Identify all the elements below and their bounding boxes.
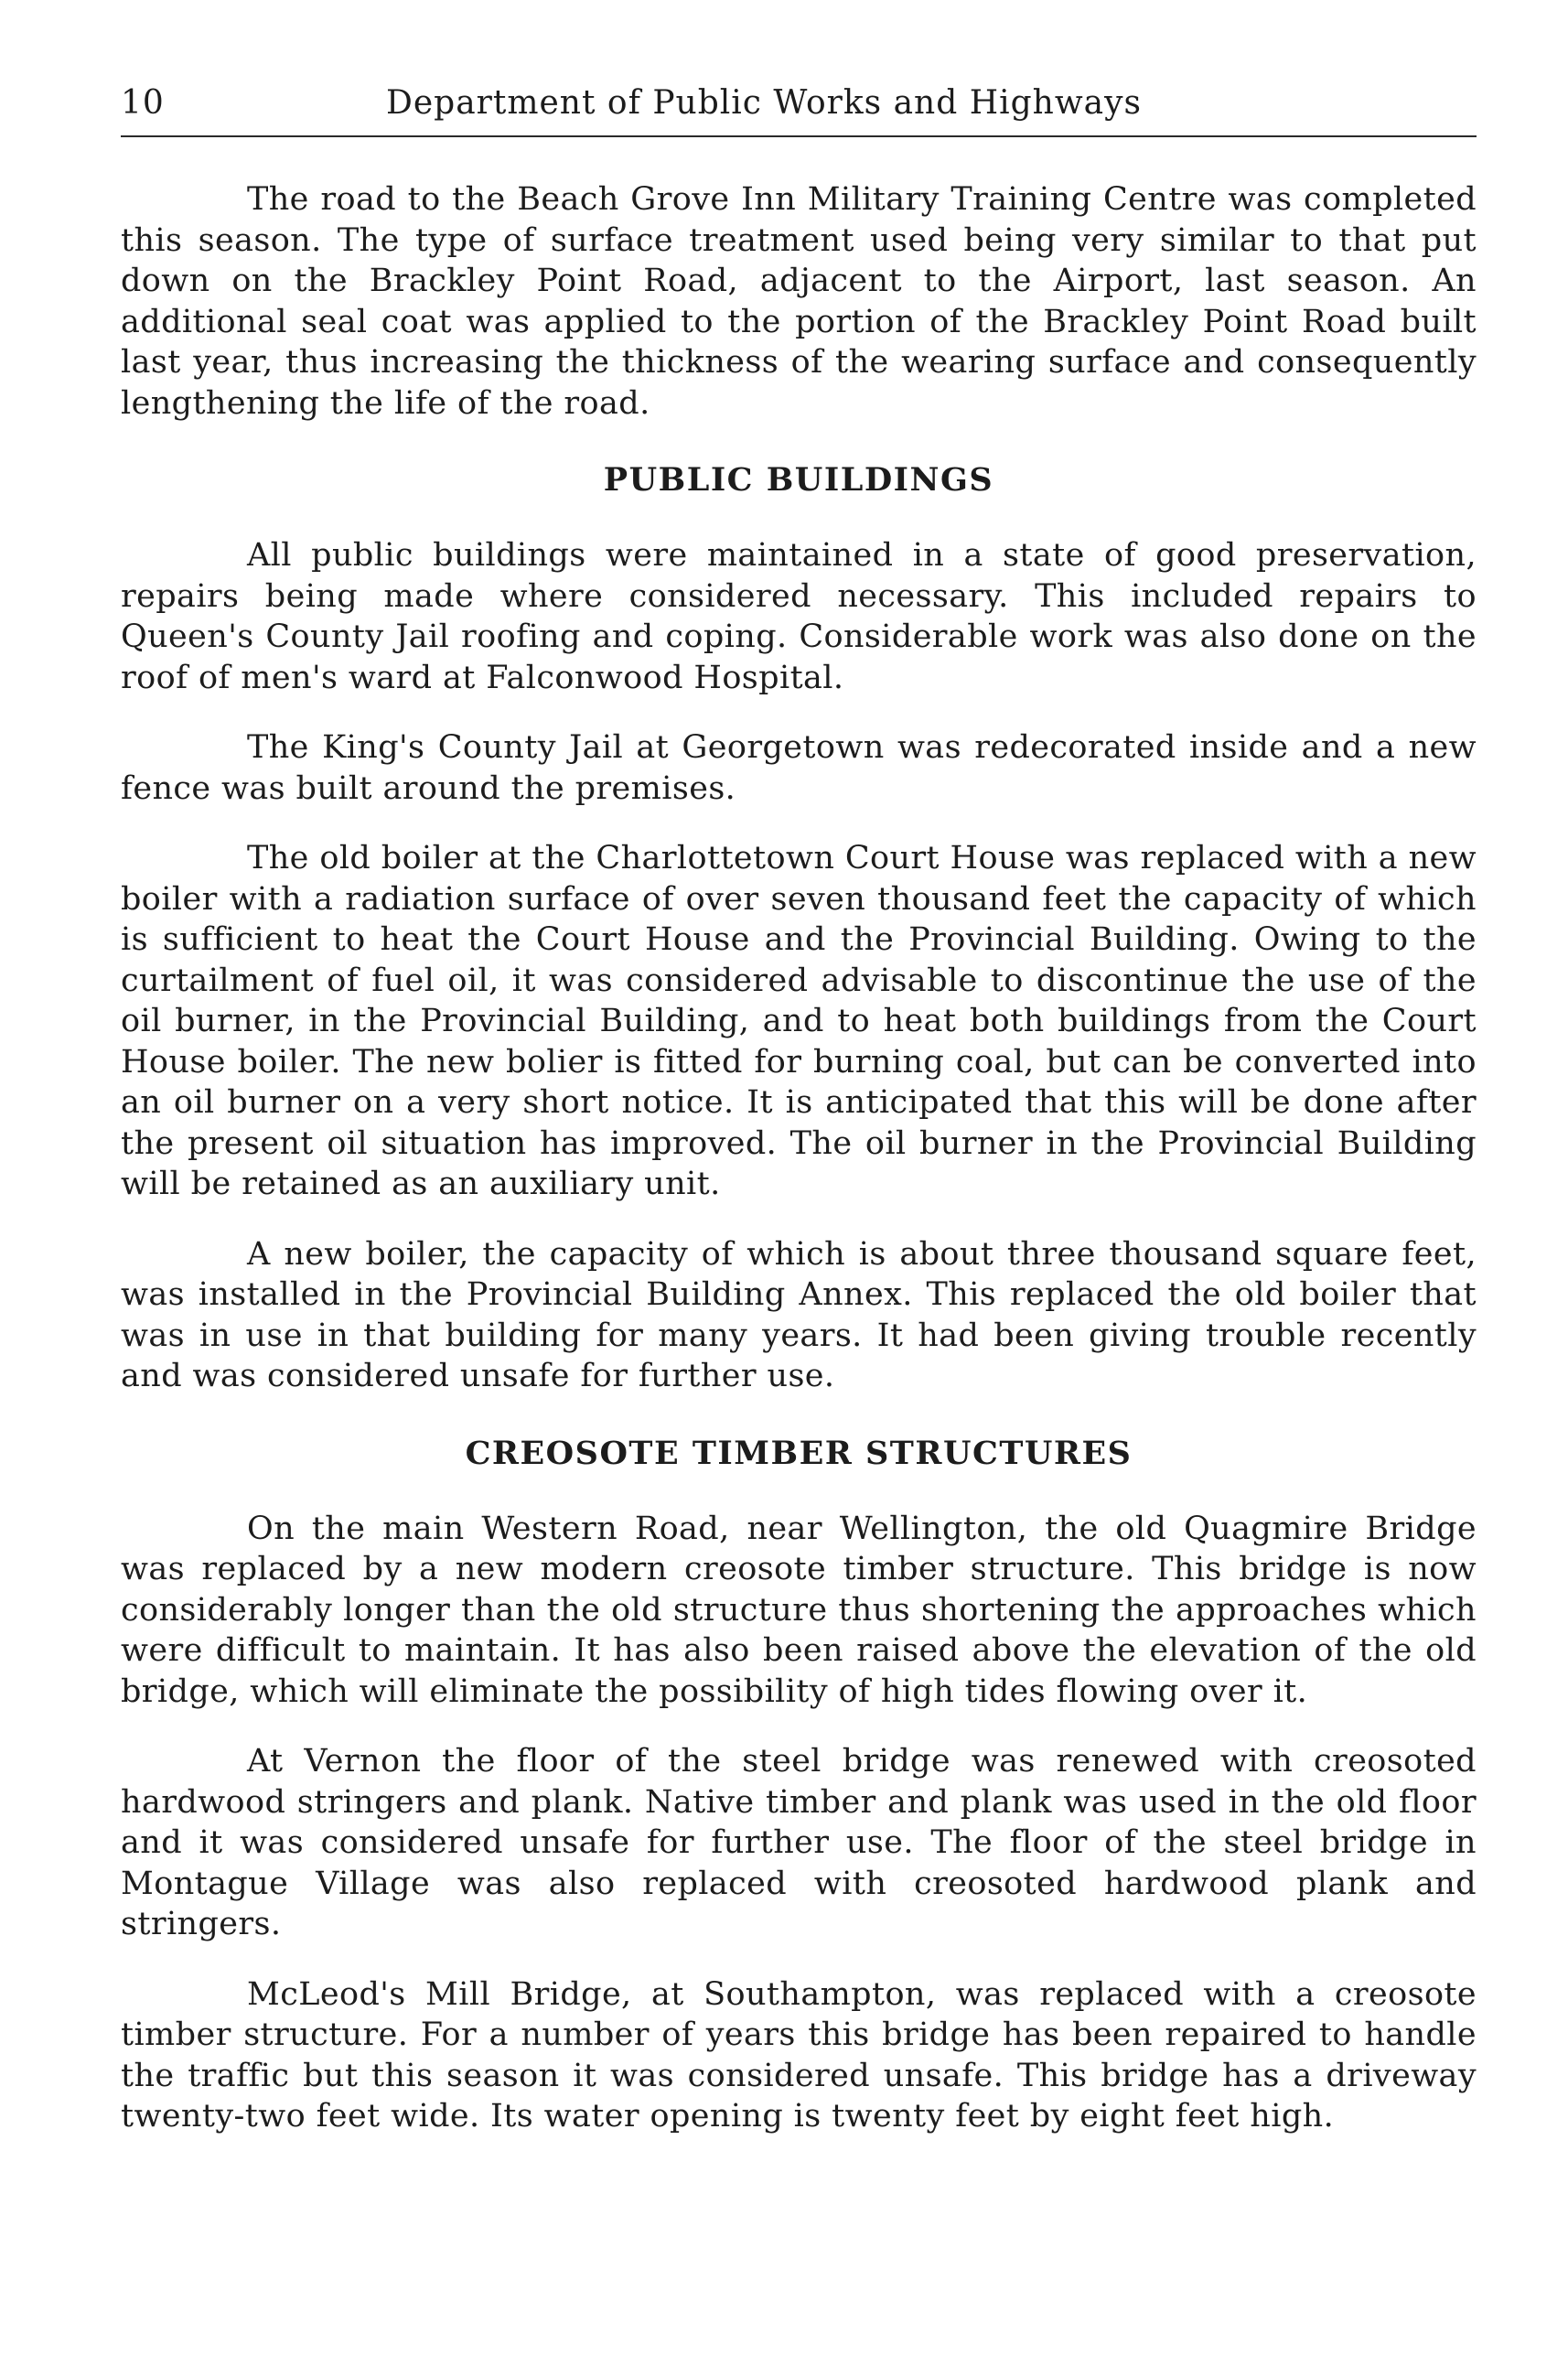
paragraph-public-buildings-maintained: All public buildings were maintained in a state of good preservation, repairs being made where considered necessary. This included repairs to Queen's County Jail roofing and coping. Considerable work was also done on the roof of men's ward at Falconwood Hospital. bbox=[121, 537, 1477, 696]
heading-public-buildings: PUBLIC BUILDINGS bbox=[603, 461, 994, 499]
page-header bbox=[121, 81, 1477, 135]
paragraph-vernon-steel-bridge: At Vernon the floor of the steel bridge was renewed with creosoted hardwood stringers and plank. Native timber and plank was used in the old floor and it was considered unsafe for further use. The floor of the steel bridge in Montague Village was also replaced with creosoted hardwood plank and stringers. bbox=[121, 1743, 1477, 1942]
running-title: Department of Public Works and Highways bbox=[386, 84, 1142, 122]
header-rule bbox=[121, 135, 1477, 137]
paragraph-kings-county-jail: The King's County Jail at Georgetown was redecorated inside and a new fence was built around the premises. bbox=[121, 729, 1477, 807]
paragraph-quagmire-bridge: On the main Western Road, near Wellington, the old Quagmire Bridge was replaced by a new modern creosote timber structure. This bridge is now considerably longer than the old structure thus shortening the approaches which were difficult to maintain. It has also been raised above the elevation of the old bridge, which will eliminate the possibility of high tides flowing over it. bbox=[121, 1510, 1477, 1710]
page-body bbox=[121, 179, 1477, 2137]
heading-creosote-timber-structures: CREOSOTE TIMBER STRUCTURES bbox=[465, 1434, 1133, 1472]
paragraph-court-house-boiler: The old boiler at the Charlottetown Court House was replaced with a new boiler with a radiation surface of over seven thousand feet the capacity of which is sufficient to heat the Court House and the Provincial Building. Owing to the curtailment of fuel oil, it was considered advisable to discontinue the use of the oil burner, in the Provincial Building, and to heat both buildings from the Court House boiler. The new bolier is fitted for burning coal, but can be converted into an oil burner on a very short notice. It is anticipated that this will be done after the present oil situation has improved. The oil burner in the Provincial Building will be retained as an auxiliary unit. bbox=[121, 840, 1477, 1202]
paragraph-road-beach-grove: The road to the Beach Grove Inn Military Training Centre was completed this season. The type of surface treatment used being very similar to that put down on the Brackley Point Road, adjacent to the Airport, last season. An additional seal coat was applied to the portion of the Brackley Point Road built last year, thus increasing the thickness of the wearing surface and consequently lengthening the life of the road. bbox=[121, 181, 1477, 422]
page-number: 10 bbox=[121, 84, 165, 122]
paragraph-building-annex-boiler: A new boiler, the capacity of which is about three thousand square feet, was installed in the Provincial Building Annex. This replaced the old boiler that was in use in that building for many years. It had been giving trouble recently and was considered unsafe for further use. bbox=[121, 1235, 1477, 1394]
paragraph-mcleods-mill-bridge: McLeod's Mill Bridge, at Southampton, was replaced with a creosote timber structure. For a number of years this bridge has been repaired to handle the traffic but this season it was considered unsafe. This bridge has a driveway twenty-two feet wide. Its water opening is twenty feet by eight feet high. bbox=[121, 1975, 1477, 2135]
